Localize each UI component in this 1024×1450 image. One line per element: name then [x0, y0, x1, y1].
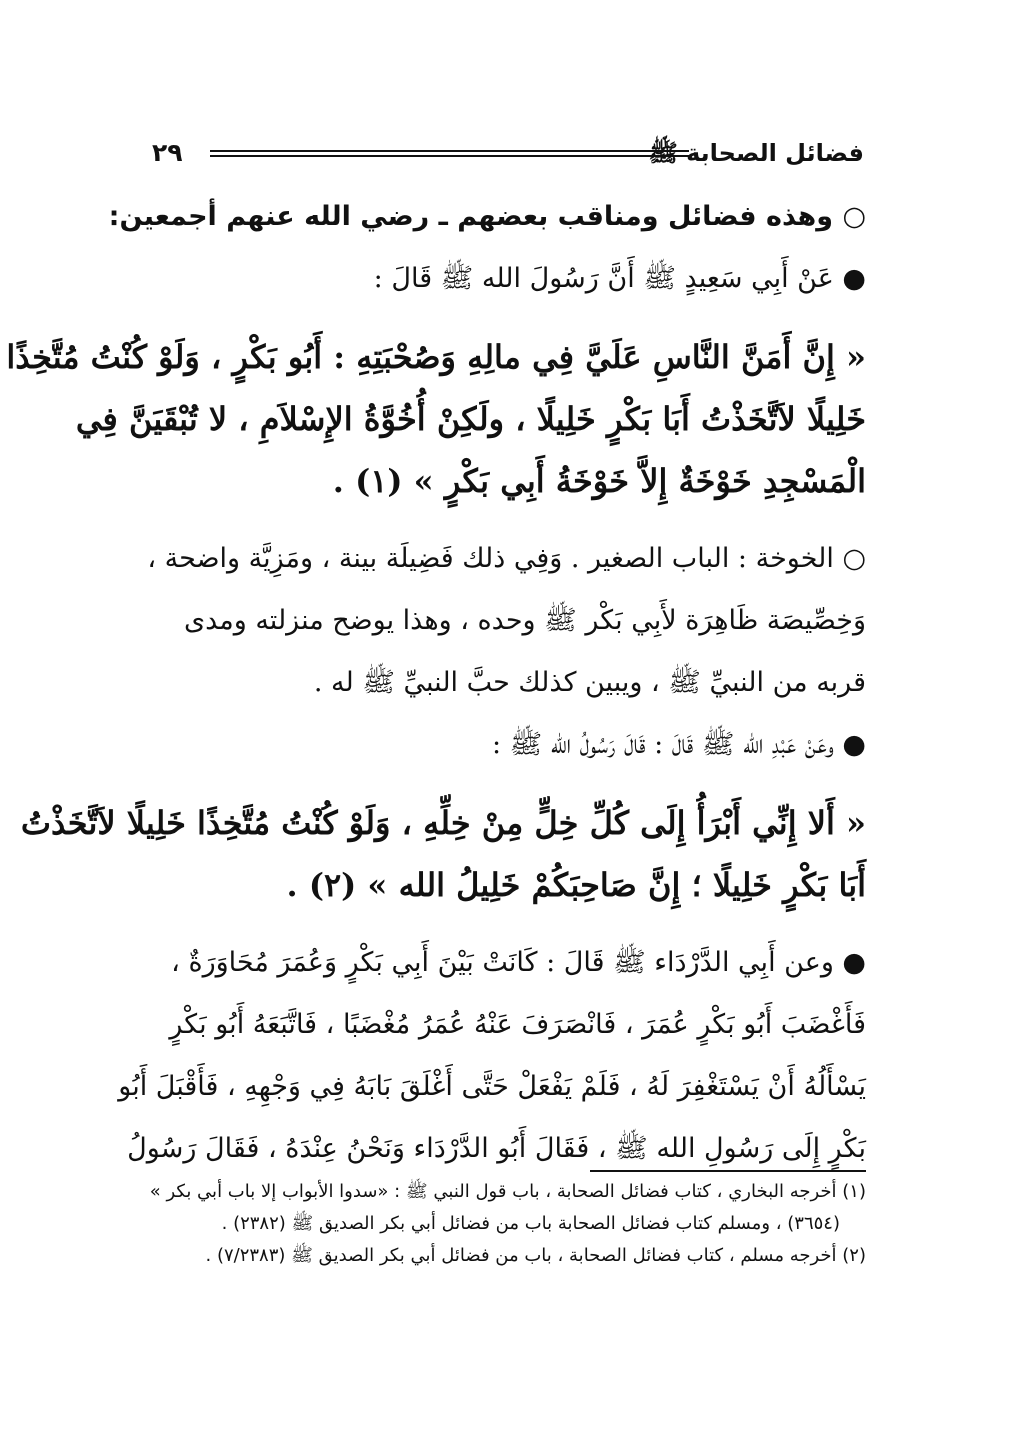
spacer	[150, 310, 866, 326]
spacer	[150, 512, 866, 528]
header-rule	[210, 150, 689, 157]
section-heading: ○ وهذه فضائل ومناقب بعضهم ـ رضي الله عنهم أجمعين:	[108, 201, 866, 232]
hadith-line: أَبَا بَكْرٍ خَلِيلًا ؛ إِنَّ صَاحِبَكُمْ خَلِيلُ الله » (٢) .	[286, 866, 866, 904]
main-text	[6, 186, 866, 1180]
spacer	[150, 776, 866, 792]
footnote-separator	[590, 1170, 866, 1172]
footnote-line: (٣٦٥٤) ، ومسلم كتاب فضائل الصحابة باب من فضائل أبي بكر الصديق ﷺ (٢٣٨٢) .	[221, 1213, 840, 1234]
paragraph-line: ○ الخوخة : الباب الصغير . وَفِي ذلك فَضِيلَة بينة ، ومَزِيَّة واضحة ،	[147, 543, 866, 574]
paragraph-line: ● وعن أَبِي الدَّرْدَاء ﷺ قَالَ : كَانَتْ بَيْنَ أَبِي بَكْرٍ وَعُمَرَ مُحَاوَرَةٌ ،	[171, 947, 866, 978]
hadith-line: « إِنَّ أَمَنَّ النَّاسِ عَلَيَّ فِي مالِهِ وَصُحْبَتِهِ : أَبُو بَكْرٍ ، وَلَوْ كُنْتُ مُتَّخِذًا	[6, 338, 866, 376]
paragraph-line: وَخِصِّيصَة ظَاهِرَة لأَبِي بَكْر ﷺ وحده ، وهذا يوضح منزلته ومدى	[183, 605, 866, 636]
paragraph-line: يَسْأَلُهُ أَنْ يَسْتَغْفِرَ لَهُ ، فَلَمْ يَفْعَلْ حَتَّى أَغْلَقَ بَابَهُ فِي وَجْهِهِ ، فَأَقْبَلَ أَبُو	[118, 1071, 866, 1102]
paragraph-line: ● وعَنْ عَبْدِ الله ﷺ قَالَ : قَالَ رَسُولُ الله ﷺ :	[491, 729, 866, 760]
paragraph-line: ● عَنْ أَبِي سَعِيدٍ ﷺ أَنَّ رَسُولَ الله ﷺ قَالَ :	[373, 263, 866, 294]
footnotes	[150, 1176, 866, 1272]
hadith-line: « أَلا إِنِّي أَبْرَأُ إِلَى كُلِّ خِلٍّ مِنْ خِلِّهِ ، وَلَوْ كُنْتُ مُتَّخِذًا خَلِيلًا لاَتَّخَذْتُ	[20, 804, 866, 842]
hadith-line: الْمَسْجِدِ خَوْخَةٌ إِلاَّ خَوْخَةُ أَبِي بَكْرٍ » (١) .	[332, 462, 866, 500]
page-number: ٢٩	[152, 138, 183, 167]
paragraph-line: بَكْرٍ إِلَى رَسُولِ الله ﷺ ، فَقَالَ أَبُو الدَّرْدَاء وَنَحْنُ عِنْدَهُ ، فَقَالَ رَسُولُ	[127, 1133, 866, 1164]
hadith-line: خَلِيلًا لاَتَّخَذْتُ أَبَا بَكْرٍ خَلِيلًا ، ولَكِنْ أُخُوَّةُ الإِسْلاَمِ ، لا تُبْقَيَنَّ فِي	[75, 400, 866, 438]
paragraph-line: فَأَغْضَبَ أَبُو بَكْرٍ عُمَرَ ، فَانْصَرَفَ عَنْهُ عُمَرُ مُغْضَبًا ، فَاتَّبَعَهُ أَبُو بَكْرٍ	[169, 1009, 866, 1040]
footnote-line: (١) أخرجه البخاري ، كتاب فضائل الصحابة ، باب قول النبي ﷺ : «سدوا الأبواب إلا باب أبي بكر »	[149, 1181, 866, 1202]
running-header	[152, 138, 864, 178]
footnote-line: (٢) أخرجه مسلم ، كتاب فضائل الصحابة ، باب من فضائل أبي بكر الصديق ﷺ (٧/٢٣٨٣) .	[205, 1245, 866, 1266]
header-title: فضائل الصحابة ﷺ	[648, 139, 864, 167]
paragraph-line: قربه من النبيِّ ﷺ ، ويبين كذلك حبَّ النبيِّ ﷺ له .	[313, 667, 866, 698]
spacer	[150, 916, 866, 932]
